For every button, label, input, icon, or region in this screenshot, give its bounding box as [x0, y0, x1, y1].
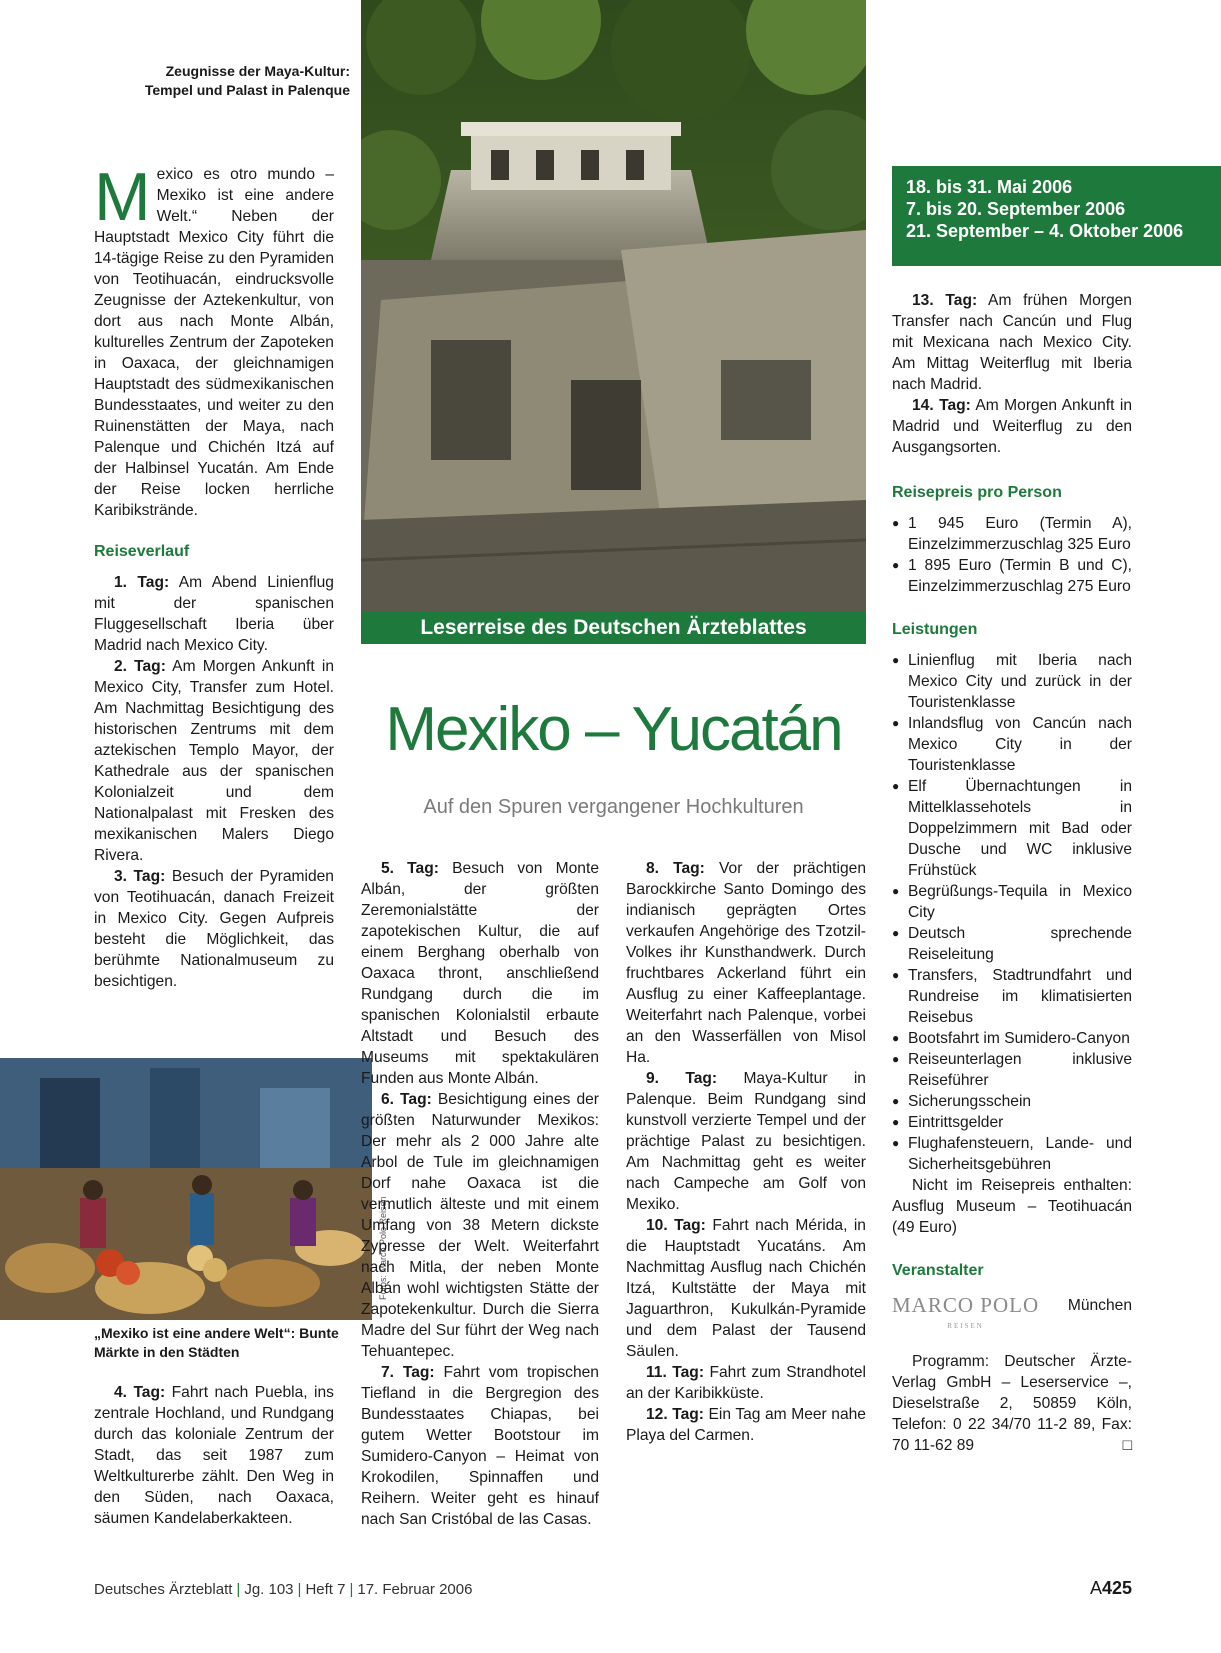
day-1	[94, 572, 334, 656]
list-item: ● Bootsfahrt im Sumidero-Canyon	[892, 1028, 1132, 1049]
day-label: 14. Tag:	[912, 397, 971, 414]
day-14	[892, 395, 1132, 458]
day-8	[626, 858, 866, 1068]
list-item: ● 1 945 Euro (Termin A), Einzelzimmerzuschlag 325 Euro	[892, 513, 1132, 555]
reiseverlauf-heading: Reiseverlauf	[94, 543, 190, 560]
list-item: ● Reiseunterlagen inklusive Reiseführer	[892, 1049, 1132, 1091]
day-label: 2. Tag:	[114, 658, 166, 675]
caption-market-line1: „Mexiko ist eine andere Welt“: Bunte	[94, 1325, 339, 1341]
day-label: 4. Tag:	[114, 1384, 166, 1401]
day-text: Besichtigung eines der größten Naturwunder Mexikos: Der mehr als 2 000 Jahre alte Arbol de Tule im gleichnamigen Dorf nahe Oaxaca ist die vermutlich älteste und mit einem Umfang von 38 Metern dickste Zypresse der Welt. Weiterfahrt nach Mitla, der neben Monte Albán wohl wichtigsten Stätte der Zapotekenkultur. Durch die Sierra Madre del Sur führt der Weg nach Tehuantepec.	[361, 1091, 599, 1360]
list-item: ● Linienflug mit Iberia nach Mexico City und zurück in der Touristenklasse	[892, 650, 1132, 713]
page-prefix: A	[1089, 1578, 1102, 1598]
day-text: Am Morgen Ankunft in Madrid und Weiterflug zu den Ausgangsorten.	[892, 397, 1132, 456]
list-item: ● Eintrittsgelder	[892, 1112, 1132, 1133]
intro-column	[94, 159, 334, 992]
caption-temple-line2: Tempel und Palast in Palenque	[144, 82, 350, 98]
day-text: Am Abend Linienflug mit der spanischen Fluggesellschaft Iberia über Madrid nach Mexico City.	[94, 574, 334, 654]
list-item: ● Sicherungsschein	[892, 1091, 1132, 1112]
day-label: 11. Tag:	[646, 1364, 705, 1381]
dropcap: M	[94, 159, 151, 235]
list-item: ● Inlandsflug von Cancún nach Mexico City in der Touristenklasse	[892, 713, 1132, 776]
caption-temple	[94, 62, 350, 100]
caption-market	[94, 1324, 384, 1362]
date-2: 7. bis 20. September 2006	[906, 199, 1126, 219]
day-text: Fahrt vom tropischen Tiefland in die Bergregion des Bundesstaates Chiapas, bei gutem Wetter Bootstour im Sumidero-Canyon – Heimat von Krokodilen, Spinnaffen und Reihern. Weiter geht es hinauf nach San Cristóbal de las Casas.	[361, 1364, 599, 1528]
price-list	[892, 513, 1132, 597]
footer-journal: Deutsches Ärzteblatt	[94, 1581, 233, 1598]
day-text: Vor der prächtigen Barockkirche Santo Domingo des indianisch geprägten Ortes verkaufen Angehörige des Tzotzil-Volkes ihr Kunsthandwerk. Durch fruchtbares Ackerland führt ein Ausflug zu einer Kaffeeplantage. Weiterfahrt nach Palenque, vorbei an den Wasserfällen von Misol Ha.	[626, 860, 866, 1066]
list-item: ● Deutsch sprechende Reiseleitung	[892, 923, 1132, 965]
list-item: ● Transfers, Stadtrundfahrt und Rundreise im klimatisierten Reisebus	[892, 965, 1132, 1028]
logo-text: MARCO POLO	[892, 1293, 1040, 1317]
day-2	[94, 656, 334, 866]
footer-separator: |	[349, 1581, 354, 1598]
page-number-value: 425	[1101, 1578, 1132, 1598]
date-1: 18. bis 31. Mai 2006	[906, 177, 1073, 197]
day-label: 1. Tag:	[114, 574, 170, 591]
marco-polo-logo	[892, 1295, 1039, 1337]
leistungen-heading: Leistungen	[892, 621, 978, 638]
footer-volume: Jg. 103	[244, 1581, 294, 1598]
day-text: Maya-Kultur in Palenque. Beim Rundgang sind kunstvoll verzierte Tempel und der prächtige Palast zu besichtigen. Am Nachmittag geht es weiter nach Campeche am Golf von Mexiko.	[626, 1070, 866, 1213]
day-11	[626, 1362, 866, 1404]
leistungen-list	[892, 650, 1132, 1175]
right-column	[892, 290, 1132, 1456]
photo-credit: Fotos: Marco Polo Reisen	[378, 1196, 388, 1300]
day-label: 12. Tag:	[646, 1406, 704, 1423]
day-5	[361, 858, 599, 1089]
day-label: 3. Tag:	[114, 868, 166, 885]
market-photo	[0, 1058, 372, 1320]
logo-subtext: REISEN	[947, 1322, 984, 1330]
veranstalter-heading: Veranstalter	[892, 1262, 984, 1279]
caption-temple-line1: Zeugnisse der Maya-Kultur:	[165, 63, 350, 79]
day-text: Besuch der Pyramiden von Teotihuacán, danach Freizeit in Mexico City. Gegen Aufpreis besteht die Möglichkeit, das berühmte Nationalmuseum zu besichtigen.	[94, 868, 334, 990]
caption-market-line2: Märkte in den Städten	[94, 1344, 240, 1360]
dates-box	[892, 166, 1221, 266]
day-12	[626, 1404, 866, 1446]
intro-paragraph	[94, 159, 334, 521]
organizer-city: München	[1067, 1297, 1132, 1314]
intro-text: exico es otro mundo – Mexiko ist eine andere Welt.“ Neben der Hauptstadt Mexico City führt die 14-tägige Reise zu den Pyramiden von Teotihuacán, eindrucksvolle Zeugnisse der Aztekenkultur, von dort aus nach Monte Albán, kulturelles Zentrum der Zapoteken in Oaxaca, der gleichnamigen Hauptstadt des südmexikanischen Bundesstaates, und weiter zu den Ruinenstätten der Maya, nach Palenque und Chichén Itzá auf der Halbinsel Yucatán. Am Ende der Reise locken herrliche Karibikstrände.	[94, 166, 334, 519]
program-contact	[892, 1351, 1132, 1456]
price-heading: Reisepreis pro Person	[892, 484, 1062, 501]
footer-date: 17. Februar 2006	[357, 1581, 473, 1598]
day-13	[892, 290, 1132, 395]
temple-photo	[361, 0, 866, 612]
day-9	[626, 1068, 866, 1215]
list-item: ● Begrüßungs-Tequila in Mexico City	[892, 881, 1132, 923]
day-text: Fahrt nach Puebla, ins zentrale Hochland, und Rundgang durch das koloniale Zentrum der Stadt, das seit 1987 zum Weltkulturerbe zählt. Den Weg in den Süden, nach Oaxaca, säumen Kandelaberkakteen.	[94, 1384, 334, 1527]
page-number	[1060, 1578, 1132, 1599]
temple-illustration	[361, 0, 866, 612]
footer-separator: |	[236, 1581, 241, 1598]
day-4-block	[94, 1382, 334, 1529]
day-label: 10. Tag:	[646, 1217, 706, 1234]
program-text: Programm: Deutscher Ärzte-Verlag GmbH – Leserservice –, Dieselstraße 2, 50859 Köln, Telefon: 0 22 34/70 11-2 89, Fax: 70 11-62 89	[892, 1353, 1132, 1454]
day-text: Fahrt nach Mérida, in die Hauptstadt Yucatáns. Am Nachmittag Ausflug nach Chichén Itzá, Kultstätte der Maya mit Jaguarthron, Kukulkán-Pyramide und dem Palast der Tausend Säulen.	[626, 1217, 866, 1360]
market-illustration	[0, 1058, 372, 1320]
day-text: Besuch von Monte Albán, der größten Zeremonialstätte der zapotekischen Kultur, die auf einem Berghang oberhalb von Oaxaca thront, anschließend Rundgang durch die im spanischen Kolonialstil erbaute Altstadt und Besuch des Museums mit spektakulären Funden aus Monte Albán.	[361, 860, 599, 1087]
date-3: 21. September – 4. Oktober 2006	[906, 221, 1184, 241]
list-item: ● Flughafensteuern, Lande- und Sicherheitsgebühren	[892, 1133, 1132, 1175]
day-4	[94, 1382, 334, 1529]
footer-separator: |	[297, 1581, 302, 1598]
organizer-row	[892, 1295, 1132, 1339]
day-text: Fahrt zum Strandhotel an der Karibikküste.	[626, 1364, 866, 1402]
end-mark: □	[1122, 1437, 1132, 1454]
day-6	[361, 1089, 599, 1362]
day-text: Am frühen Morgen Transfer nach Cancún und Flug mit Mexicana nach Mexico City. Am Mittag Weiterflug mit Iberia nach Madrid.	[892, 292, 1132, 393]
page-title: Mexiko – Yucatán	[385, 695, 842, 764]
third-column	[626, 858, 866, 1446]
banner: Leserreise des Deutschen Ärzteblattes	[361, 612, 866, 644]
day-label: 8. Tag:	[646, 860, 705, 877]
day-label: 7. Tag:	[381, 1364, 435, 1381]
day-label: 6. Tag:	[381, 1091, 432, 1108]
day-text: Am Morgen Ankunft in Mexico City, Transfer zum Hotel. Am Nachmittag Besichtigung des historischen Zentrums mit dem aztekischen Templo Mayor, der Kathedrale aus der spanischen Kolonialzeit und dem Nationalpalast mit Fresken des mexikanischen Malers Diego Rivera.	[94, 658, 334, 864]
not-included: Nicht im Reisepreis enthalten: Ausflug Museum – Teotihuacán (49 Euro)	[892, 1177, 1132, 1236]
middle-column	[361, 858, 599, 1530]
list-item: ● Elf Übernachtungen in Mittelklassehotels in Doppelzimmern mit Bad oder Dusche und WC inklusive Frühstück	[892, 776, 1132, 881]
day-7	[361, 1362, 599, 1530]
footer-issue: Heft 7	[305, 1581, 346, 1598]
list-item: ● 1 895 Euro (Termin B und C), Einzelzimmerzuschlag 275 Euro	[892, 555, 1132, 597]
day-10	[626, 1215, 866, 1362]
day-label: 9. Tag:	[646, 1070, 718, 1087]
day-3	[94, 866, 334, 992]
page-subtitle: Auf den Spuren vergangener Hochkulturen	[423, 796, 804, 818]
day-label: 13. Tag:	[912, 292, 978, 309]
day-label: 5. Tag:	[381, 860, 439, 877]
footer-info	[94, 1581, 472, 1598]
day-text: Ein Tag am Meer nahe Playa del Carmen.	[626, 1406, 866, 1444]
